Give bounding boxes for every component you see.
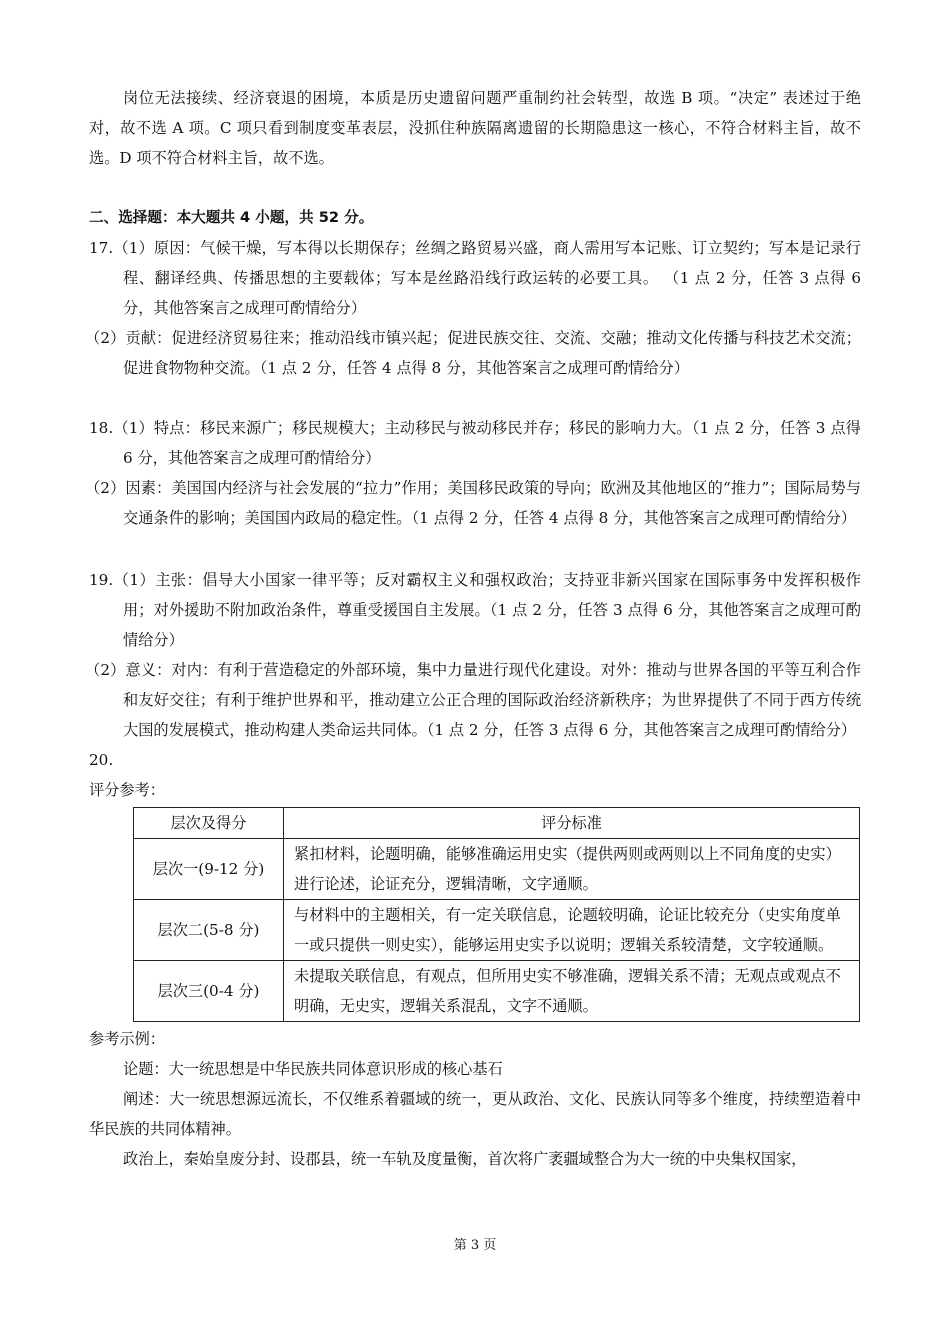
example-politics: 政治上，秦始皇废分封、设郡县，统一车轨及度量衡，首次将广袤疆域整合为大一统的中央集权国家， [123,1150,807,1168]
table-row [134,900,860,961]
section-title: 二、选择题：本大题共 4 小题，共 52 分。 [89,209,374,226]
q18-part2: （2）因素：美国国内经济与社会发展的“拉力”作用；美国移民政策的导向；欧洲及其他地区的“推力”；国际局势与交通条件的影响；美国国内政局的稳定性。（1 点得 2 分，任答 4 点得 8 分，其他答案言之成理可酌情给分） [85,479,861,527]
example-title: 参考示例： [89,1030,165,1048]
example-elaboration: 阐述：大一统思想源远流长，不仅维系着疆域的统一，更从政治、文化、民族认同等多个维度，持续塑造着中华民族的共同体精神。 [89,1090,861,1138]
rubric-header-row [134,808,860,839]
rubric-title: 评分参考： [89,781,165,799]
q19-part2: （2）意义：对内：有利于营造稳定的外部环境，集中力量进行现代化建设。对外：推动与世界各国的平等互利合作和友好交往；有利于维护世界和平，推动建立公正合理的国际政治经济新秩序；为世界提供了不同于西方传统大国的发展模式，推动构建人类命运共同体。（1 点 2 分，任答 3 点得 6 分，其他答案言之成理可酌情给分） [85,661,861,739]
table-row [134,961,860,1022]
rubric-level-cell: 层次二(5-8 分) [134,900,284,961]
rubric-level-cell: 层次三(0-4 分) [134,961,284,1022]
q18-part1: 18.（1）特点：移民来源广；移民规模大；主动移民与被动移民并存；移民的影响力大。（1 点 2 分，任答 3 点得 6 分，其他答案言之成理可酌情给分） [89,419,861,467]
page-number: 第 3 页 [453,1238,497,1253]
document-body [85,83,861,1174]
q17-part2: （2）贡献：促进经济贸易往来；推动沿线市镇兴起；促进民族交往、交流、交融；推动文化传播与科技艺术交流；促进食物物种交流。（1 点 2 分，任答 4 点得 8 分，其他答案言之成理可酌情给分） [85,329,861,377]
table-row [134,839,860,900]
rubric-criteria-cell: 未提取关联信息，有观点，但所用史实不够准确，逻辑关系不清；无观点或观点不明确，无史实，逻辑关系混乱，文字不通顺。 [284,961,860,1022]
intro-paragraph: 岗位无法接续、经济衰退的困境，本质是历史遗留问题严重制约社会转型，故选 B 项。“决定” 表述过于绝对，故不选 A 项。C 项只看到制度变革表层，没抓住种族隔离遗留的长期隐患这一核心，不符合材料主旨，故不选。D 项不符合材料主旨，故不选。 [89,89,861,167]
q20-number: 20. [89,751,114,769]
rubric-level-cell: 层次一(9-12 分) [134,839,284,900]
rubric-header-level: 层次及得分 [134,808,284,839]
example-thesis: 论题：大一统思想是中华民族共同体意识形成的核心基石 [123,1060,503,1078]
rubric-criteria-cell: 与材料中的主题相关，有一定关联信息，论题较明确，论证比较充分（史实角度单一或只提供一则史实），能够运用史实予以说明；逻辑关系较清楚，文字较通顺。 [284,900,860,961]
rubric-criteria-cell: 紧扣材料，论题明确，能够准确运用史实（提供两则或两则以上不同角度的史实）进行论述，论证充分，逻辑清晰，文字通顺。 [284,839,860,900]
q19-part1: 19.（1）主张：倡导大小国家一律平等；反对霸权主义和强权政治；支持亚非新兴国家在国际事务中发挥积极作用；对外援助不附加政治条件，尊重受援国自主发展。（1 点 2 分，任答 3 点得 6 分，其他答案言之成理可酌情给分） [89,571,861,649]
q17-part1: 17.（1）原因：气候干燥，写本得以长期保存；丝绸之路贸易兴盛，商人需用写本记账、订立契约；写本是记录行程、翻译经典、传播思想的主要载体；写本是丝路沿线行政运转的必要工具。 （1 点 2 分，任答 3 点得 6 分，其他答案言之成理可酌情给分） [89,239,861,317]
rubric-table [133,807,860,1022]
rubric-header-criteria: 评分标准 [284,808,860,839]
